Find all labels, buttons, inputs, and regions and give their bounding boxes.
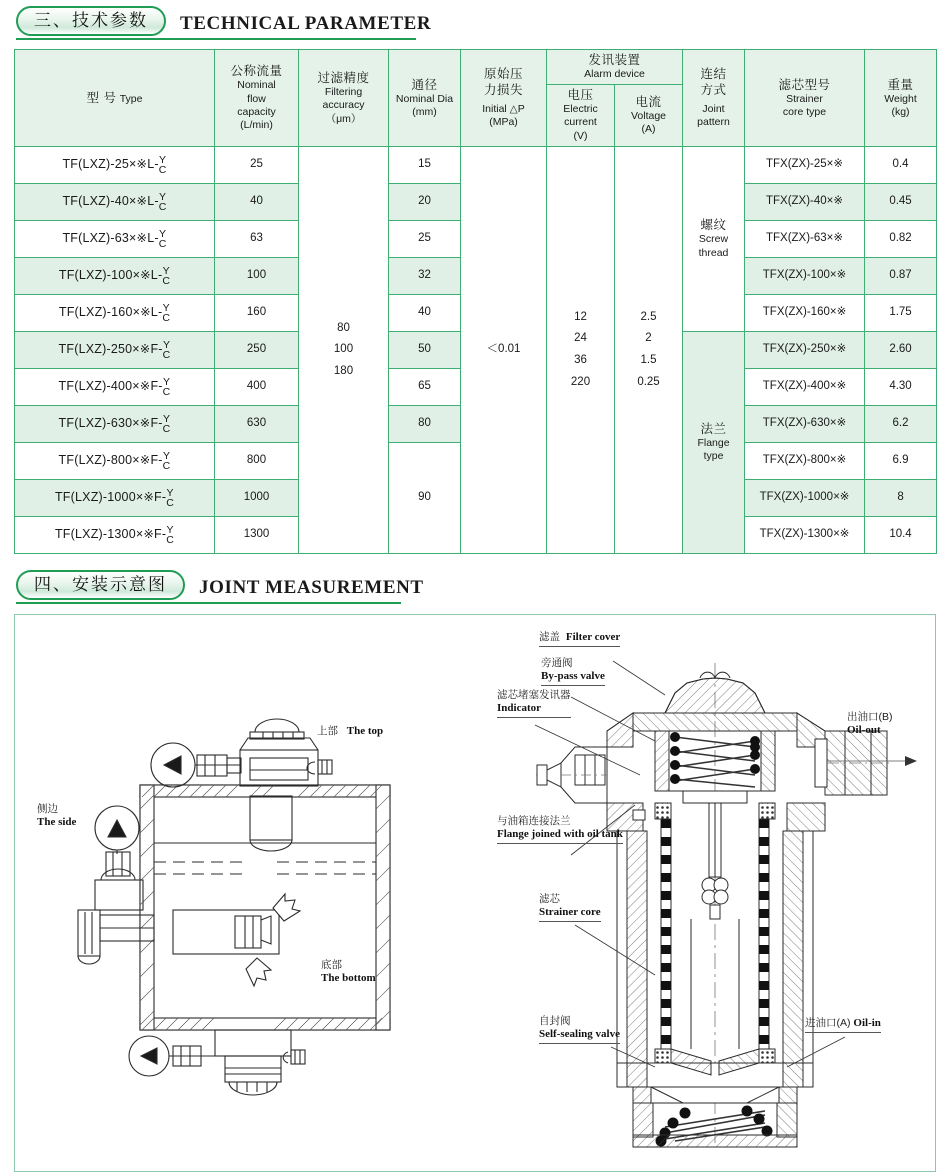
model-prefix: TF(LXZ)-1000×※F- bbox=[54, 489, 167, 504]
model-suffix-fraction bbox=[162, 304, 170, 323]
cell-nominal-flow: 25 bbox=[215, 146, 299, 183]
cell-nominal-flow: 1000 bbox=[215, 479, 299, 516]
label-indicator: 滤芯堵塞发讯器 Indicator bbox=[497, 689, 571, 718]
cell-joint-flange-type: 法兰 Flange type bbox=[683, 331, 745, 553]
section-3-underline bbox=[16, 38, 416, 40]
cell-type bbox=[15, 479, 215, 516]
cell-core-type: TFX(ZX)-160×※ bbox=[745, 294, 865, 331]
model-suffix-bottom: C bbox=[162, 459, 171, 472]
cell-core-type: TFX(ZX)-100×※ bbox=[745, 257, 865, 294]
cell-type bbox=[15, 294, 215, 331]
model-suffix-top: Y bbox=[159, 191, 167, 204]
cell-electric-current bbox=[547, 146, 615, 553]
cell-filtering-accuracy bbox=[299, 146, 389, 553]
cell-type bbox=[15, 405, 215, 442]
label-the-top: 上部 The top bbox=[317, 724, 384, 737]
col-header-alarm-device: 发讯装置 Alarm device bbox=[547, 50, 683, 84]
cell-nominal-flow: 63 bbox=[215, 220, 299, 257]
cell-nominal-flow: 250 bbox=[215, 331, 299, 368]
model-suffix-fraction bbox=[163, 341, 171, 360]
cell-nominal-flow: 40 bbox=[215, 183, 299, 220]
current-value: 0.25 bbox=[637, 375, 660, 388]
cell-weight: 0.4 bbox=[865, 146, 937, 183]
col-header-accuracy: 过滤精度 Filtering accuracy （μm） bbox=[299, 50, 389, 146]
label-filter-cover: 滤盖 Filter cover bbox=[539, 631, 620, 647]
model-suffix-bottom: C bbox=[162, 348, 171, 361]
table-body bbox=[15, 146, 937, 553]
cell-weight: 1.75 bbox=[865, 294, 937, 331]
section-3-title: TECHNICAL PARAMETER bbox=[180, 13, 432, 35]
voltage-value: 220 bbox=[570, 375, 591, 388]
model-suffix-fraction bbox=[166, 526, 174, 545]
cell-nominal-flow: 800 bbox=[215, 442, 299, 479]
model-suffix-fraction bbox=[166, 489, 174, 508]
model-prefix: TF(LXZ)-160×※L- bbox=[58, 304, 163, 319]
cell-core-type: TFX(ZX)-250×※ bbox=[745, 331, 865, 368]
cell-nominal-flow: 100 bbox=[215, 257, 299, 294]
model-suffix-bottom: C bbox=[162, 385, 171, 398]
accuracy-value: 180 bbox=[333, 365, 354, 378]
model-suffix-top: Y bbox=[166, 487, 174, 500]
model-prefix: TF(LXZ)-800×※F- bbox=[58, 452, 163, 467]
cell-type bbox=[15, 368, 215, 405]
label-oil-out: 出油口(B) Oil-out bbox=[847, 710, 893, 737]
model-suffix-bottom: C bbox=[162, 422, 171, 435]
cell-nominal-dia: 80 bbox=[389, 405, 461, 442]
voltage-value: 36 bbox=[574, 354, 587, 367]
model-prefix: TF(LXZ)-63×※L- bbox=[62, 230, 159, 245]
cell-core-type: TFX(ZX)-630×※ bbox=[745, 405, 865, 442]
cell-type bbox=[15, 146, 215, 183]
model-suffix-bottom: C bbox=[166, 533, 175, 546]
model-prefix: TF(LXZ)-100×※L- bbox=[58, 267, 163, 282]
cell-core-type: TFX(ZX)-800×※ bbox=[745, 442, 865, 479]
cell-core-type: TFX(ZX)-25×※ bbox=[745, 146, 865, 183]
cell-type bbox=[15, 220, 215, 257]
model-suffix-bottom: C bbox=[158, 237, 167, 250]
current-value: 2.5 bbox=[640, 310, 657, 323]
model-suffix-bottom: C bbox=[166, 496, 175, 509]
model-prefix: TF(LXZ)-250×※F- bbox=[58, 341, 163, 356]
model-prefix: TF(LXZ)-25×※L- bbox=[62, 156, 159, 171]
model-suffix-top: Y bbox=[162, 450, 171, 463]
model-suffix-top: Y bbox=[159, 154, 167, 167]
model-suffix-bottom: C bbox=[162, 311, 171, 324]
model-suffix-fraction bbox=[159, 193, 167, 212]
cell-nominal-flow: 630 bbox=[215, 405, 299, 442]
cell-core-type: TFX(ZX)-1000×※ bbox=[745, 479, 865, 516]
cell-weight: 4.30 bbox=[865, 368, 937, 405]
technical-parameter-table-wrap bbox=[0, 49, 950, 553]
cell-nominal-flow: 1300 bbox=[215, 516, 299, 553]
col-header-joint-pattern: 连结 方式 Joint pattern bbox=[683, 50, 745, 146]
col-header-flow: 公称流量 Nominal flow capacity (L/min) bbox=[215, 50, 299, 146]
model-suffix-top: Y bbox=[166, 524, 174, 537]
voltage-value: 12 bbox=[574, 310, 587, 323]
technical-parameter-table bbox=[14, 49, 937, 553]
model-prefix: TF(LXZ)-1300×※F- bbox=[54, 526, 167, 541]
voltage-value: 24 bbox=[574, 332, 587, 345]
cell-nominal-flow: 160 bbox=[215, 294, 299, 331]
cell-core-type: TFX(ZX)-1300×※ bbox=[745, 516, 865, 553]
cell-type bbox=[15, 516, 215, 553]
section-3-heading bbox=[0, 6, 950, 36]
section-3-pill: 三、技术参数 bbox=[16, 6, 166, 36]
col-header-core-type: 滤芯型号 Strainer core type bbox=[745, 50, 865, 146]
table-header bbox=[15, 50, 937, 146]
cell-core-type: TFX(ZX)-40×※ bbox=[745, 183, 865, 220]
cell-nominal-dia: 25 bbox=[389, 220, 461, 257]
cell-weight: 0.87 bbox=[865, 257, 937, 294]
model-suffix-top: Y bbox=[159, 228, 167, 241]
model-suffix-top: Y bbox=[162, 302, 170, 315]
cell-nominal-dia: 50 bbox=[389, 331, 461, 368]
cell-nominal-dia: 65 bbox=[389, 368, 461, 405]
model-suffix-top: Y bbox=[162, 413, 171, 426]
accuracy-value: 80 bbox=[337, 321, 350, 334]
cell-nominal-dia: 20 bbox=[389, 183, 461, 220]
model-suffix-top: Y bbox=[162, 376, 171, 389]
model-suffix-fraction bbox=[163, 452, 171, 471]
cell-core-type: TFX(ZX)-63×※ bbox=[745, 220, 865, 257]
model-suffix-top: Y bbox=[162, 265, 170, 278]
cell-weight: 0.45 bbox=[865, 183, 937, 220]
model-suffix-bottom: C bbox=[158, 163, 167, 176]
cell-core-type: TFX(ZX)-400×※ bbox=[745, 368, 865, 405]
model-suffix-fraction bbox=[163, 378, 171, 397]
label-flange-joined-with-oil-tank: 与油箱连接法兰 Flange joined with oil tank bbox=[497, 815, 623, 844]
section-4-heading bbox=[0, 570, 950, 600]
model-prefix: TF(LXZ)-40×※L- bbox=[62, 193, 159, 208]
col-header-voltage-amp: 电流 Voltage (A) bbox=[615, 84, 683, 146]
model-suffix-fraction bbox=[159, 230, 167, 249]
label-oil-in: 进油口(A) Oil-in bbox=[805, 1017, 881, 1033]
model-suffix-top: Y bbox=[162, 339, 171, 352]
cell-weight: 8 bbox=[865, 479, 937, 516]
cell-weight: 0.82 bbox=[865, 220, 937, 257]
cell-nominal-dia-merged: 90 bbox=[389, 442, 461, 553]
model-suffix-bottom: C bbox=[158, 200, 167, 213]
model-suffix-bottom: C bbox=[162, 274, 171, 287]
current-value: 1.5 bbox=[640, 354, 657, 367]
section-4-title: JOINT MEASUREMENT bbox=[199, 576, 424, 598]
model-suffix-fraction bbox=[162, 267, 170, 286]
cell-nominal-dia: 15 bbox=[389, 146, 461, 183]
cell-weight: 10.4 bbox=[865, 516, 937, 553]
label-the-bottom: 底部 The bottom bbox=[321, 958, 376, 985]
model-prefix: TF(LXZ)-630×※F- bbox=[58, 415, 163, 430]
model-suffix-fraction bbox=[159, 156, 167, 175]
cell-type bbox=[15, 183, 215, 220]
col-header-type: 型 号 Type bbox=[15, 50, 215, 146]
cell-type bbox=[15, 257, 215, 294]
section-4-pill: 四、安装示意图 bbox=[16, 570, 185, 600]
label-strainer-core: 滤芯 Strainer core bbox=[539, 893, 601, 922]
cell-weight: 2.60 bbox=[865, 331, 937, 368]
cell-weight: 6.2 bbox=[865, 405, 937, 442]
cell-joint-screw-thread: 螺纹 Screw thread bbox=[683, 146, 745, 331]
col-header-pressure-loss: 原始压 力损失 Initial △P (MPa) bbox=[461, 50, 547, 146]
label-bypass-valve: 旁通阀 By-pass valve bbox=[541, 657, 605, 686]
joint-measurement-diagram bbox=[14, 614, 936, 1172]
cell-nominal-dia: 32 bbox=[389, 257, 461, 294]
oil-tank-schematic bbox=[45, 710, 465, 1130]
col-header-nominal-dia: 通径 Nominal Dia (mm) bbox=[389, 50, 461, 146]
label-self-sealing-valve: 自封阀 Self-sealing valve bbox=[539, 1015, 620, 1044]
cell-type bbox=[15, 331, 215, 368]
cell-type bbox=[15, 442, 215, 479]
section-4-underline bbox=[16, 602, 401, 604]
model-prefix: TF(LXZ)-400×※F- bbox=[58, 378, 163, 393]
cell-weight: 6.9 bbox=[865, 442, 937, 479]
cell-initial-pressure-loss: ＜0.01 bbox=[461, 146, 547, 553]
model-suffix-fraction bbox=[163, 415, 171, 434]
cell-voltage-amp bbox=[615, 146, 683, 553]
label-the-side: 侧边 The side bbox=[37, 802, 77, 829]
current-value: 2 bbox=[645, 332, 652, 345]
col-header-weight: 重量 Weight (kg) bbox=[865, 50, 937, 146]
table-row bbox=[15, 146, 937, 183]
col-header-electric-current: 电压 Electric current (V) bbox=[547, 84, 615, 146]
accuracy-value: 100 bbox=[333, 343, 354, 356]
cell-nominal-flow: 400 bbox=[215, 368, 299, 405]
cell-nominal-dia: 40 bbox=[389, 294, 461, 331]
